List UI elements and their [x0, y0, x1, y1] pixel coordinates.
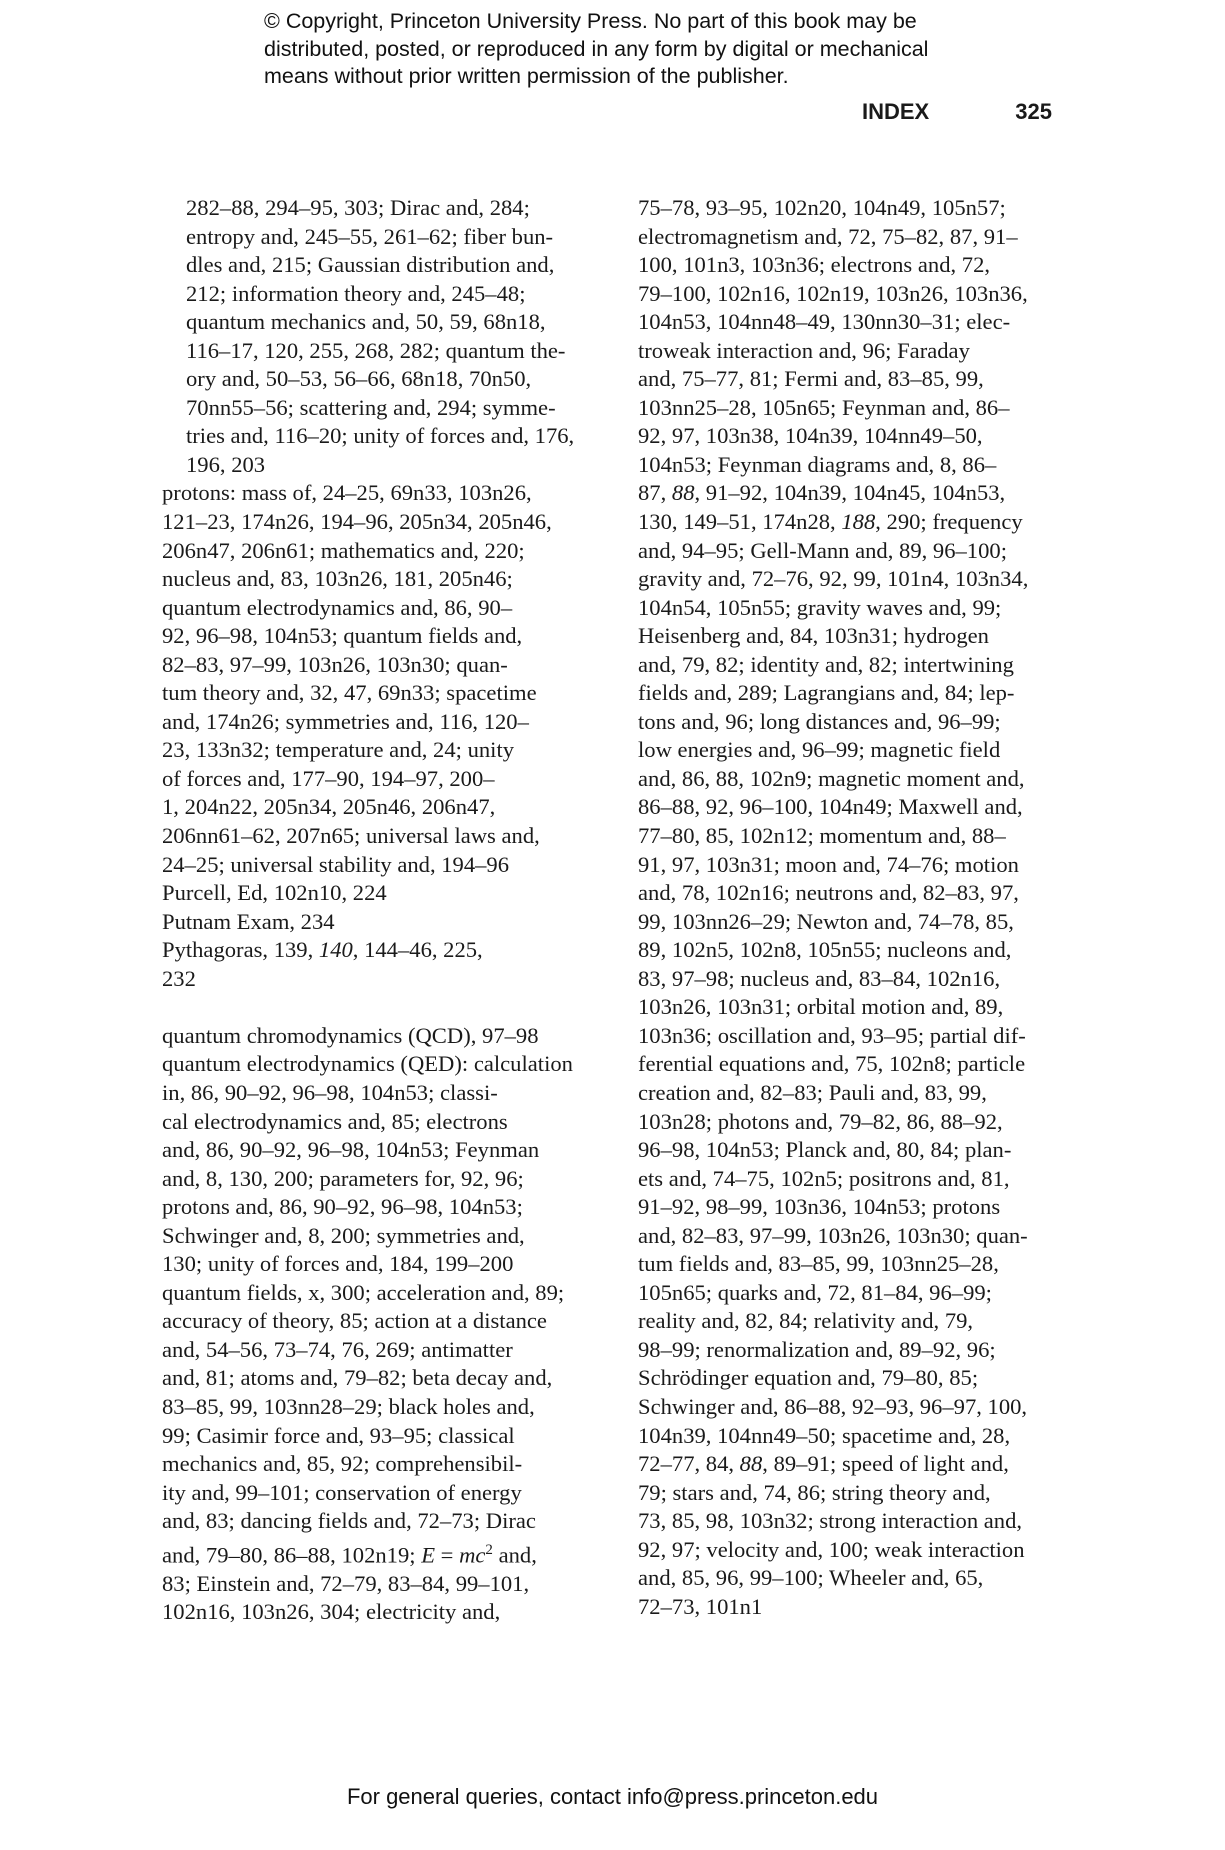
index-line: and, 86, 88, 102n9; magnetic moment and,: [638, 765, 1025, 791]
index-line: 87, 88, 91–92, 104n39, 104n45, 104n53,: [638, 480, 1006, 506]
index-line: ferential equations and, 75, 102n8; particle: [638, 1051, 1026, 1077]
index-line: 92, 97; velocity and, 100; weak interaction: [638, 1536, 1025, 1562]
index-line: 104n39, 104nn49–50; spacetime and, 28,: [638, 1422, 1011, 1448]
index-entry: [162, 936, 592, 993]
copyright-line: means without prior written permission of the publisher.: [264, 64, 789, 88]
letter-gap: [162, 993, 592, 1022]
index-line: 212; information theory and, 245–48;: [186, 280, 526, 306]
index-line: 79; stars and, 74, 86; string theory and,: [638, 1479, 991, 1505]
index-line: 89, 102n5, 102n8, 105n55; nucleons and,: [638, 937, 1012, 963]
index-line: 103nn25–28, 105n65; Feynman and, 86–: [638, 394, 1010, 420]
index-line: in, 86, 90–92, 96–98, 104n53; classi-: [162, 1079, 498, 1105]
index-line: 103n36; oscillation and, 93–95; partial dif-: [638, 1022, 1026, 1048]
index-line: 70nn55–56; scattering and, 294; symme-: [186, 394, 556, 420]
index-line: 83–85, 99, 103nn28–29; black holes and,: [162, 1393, 535, 1419]
index-line: and, 79–80, 86–88, 102n19; $E = mc^2$ and,: [162, 1541, 537, 1568]
index-line: Pythagoras, 139, 140, 144–46, 225,: [162, 937, 483, 963]
index-line: quantum electrodynamics (QED): calculation: [162, 1051, 573, 1077]
index-line: 130; unity of forces and, 184, 199–200: [162, 1251, 514, 1277]
index-line: quantum chromodynamics (QCD), 97–98: [162, 1022, 539, 1048]
index-line: 83; Einstein and, 72–79, 83–84, 99–101,: [162, 1570, 530, 1596]
index-line: 75–78, 93–95, 102n20, 104n49, 105n57;: [638, 195, 1006, 220]
index-line: 282–88, 294–95, 303; Dirac and, 284;: [186, 195, 530, 220]
index-line: Heisenberg and, 84, 103n31; hydrogen: [638, 623, 989, 649]
index-line: and, 174n26; symmetries and, 116, 120–: [162, 708, 529, 734]
index-line: 206nn61–62, 207n65; universal laws and,: [162, 823, 540, 849]
index-column-right: [638, 194, 1048, 1621]
index-line: reality and, 82, 84; relativity and, 79,: [638, 1308, 974, 1334]
index-entry: [162, 1279, 592, 1627]
index-line: tum theory and, 32, 47, 69n33; spacetime: [162, 680, 537, 706]
index-line: 98–99; renormalization and, 89–92, 96;: [638, 1336, 996, 1362]
copyright-notice: [264, 8, 1024, 91]
index-column-left: [162, 194, 592, 1627]
copyright-line: © Copyright, Princeton University Press. No part of this book may be: [264, 9, 917, 33]
index-line: 72–77, 84, 88, 89–91; speed of light and,: [638, 1451, 1009, 1477]
index-line: 91–92, 98–99, 103n36, 104n53; protons: [638, 1194, 1001, 1220]
index-line: 104n53, 104nn48–49, 130nn30–31; elec-: [638, 309, 1011, 335]
index-line: gravity and, 72–76, 92, 99, 101n4, 103n34,: [638, 566, 1029, 592]
index-line: ets and, 74–75, 102n5; positrons and, 81,: [638, 1165, 1010, 1191]
index-line: nucleus and, 83, 103n26, 181, 205n46;: [162, 566, 513, 592]
index-line: cal electrodynamics and, 85; electrons: [162, 1108, 508, 1134]
index-line: tum fields and, 83–85, 99, 103nn25–28,: [638, 1251, 999, 1277]
index-line: 104n54, 105n55; gravity waves and, 99;: [638, 594, 1002, 620]
index-line: 99; Casimir force and, 93–95; classical: [162, 1422, 515, 1448]
index-line: 23, 133n32; temperature and, 24; unity: [162, 737, 515, 763]
index-line: 232: [162, 965, 196, 991]
index-line: 24–25; universal stability and, 194–96: [162, 851, 510, 877]
index-line: and, 54–56, 73–74, 76, 269; antimatter: [162, 1336, 513, 1362]
index-line: low energies and, 96–99; magnetic field: [638, 737, 1001, 763]
index-line: and, 78, 102n16; neutrons and, 82–83, 97,: [638, 880, 1019, 906]
index-line: 82–83, 97–99, 103n26, 103n30; quan-: [162, 651, 508, 677]
index-line: 92, 97, 103n38, 104n39, 104nn49–50,: [638, 423, 983, 449]
index-line: ory and, 50–53, 56–66, 68n18, 70n50,: [186, 366, 532, 392]
index-line: and, 83; dancing fields and, 72–73; Dirac: [162, 1508, 536, 1534]
index-entry: [162, 479, 592, 879]
index-line: tons and, 96; long distances and, 96–99;: [638, 708, 1001, 734]
index-line: 196, 203: [186, 451, 266, 477]
index-line: 92, 96–98, 104n53; quantum fields and,: [162, 623, 523, 649]
index-entry: [162, 194, 592, 479]
index-line: 116–17, 120, 255, 268, 282; quantum the-: [186, 337, 566, 363]
index-line: and, 8, 130, 200; parameters for, 92, 96;: [162, 1165, 524, 1191]
index-line: 130, 149–51, 174n28, 188, 290; frequency: [638, 509, 1023, 535]
index-line: and, 79, 82; identity and, 82; intertwining: [638, 651, 1014, 677]
index-line: accuracy of theory, 85; action at a distance: [162, 1308, 547, 1334]
index-line: creation and, 82–83; Pauli and, 83, 99,: [638, 1079, 987, 1105]
index-line: 86–88, 92, 96–100, 104n49; Maxwell and,: [638, 794, 1023, 820]
index-line: protons and, 86, 90–92, 96–98, 104n53;: [162, 1194, 523, 1220]
index-line: protons: mass of, 24–25, 69n33, 103n26,: [162, 480, 532, 506]
index-line: 72–73, 101n1: [638, 1593, 763, 1619]
index-line: Schrödinger equation and, 79–80, 85;: [638, 1365, 979, 1391]
index-line: 206n47, 206n61; mathematics and, 220;: [162, 537, 525, 563]
index-line: 96–98, 104n53; Planck and, 80, 84; plan-: [638, 1137, 1012, 1163]
index-line: quantum fields, x, 300; acceleration and, 89;: [162, 1279, 565, 1305]
index-line: 121–23, 174n26, 194–96, 205n34, 205n46,: [162, 509, 552, 535]
index-line: 104n53; Feynman diagrams and, 8, 86–: [638, 451, 997, 477]
index-line: and, 85, 96, 99–100; Wheeler and, 65,: [638, 1565, 984, 1591]
index-line: and, 82–83, 97–99, 103n26, 103n30; quan-: [638, 1222, 1028, 1248]
index-line: electromagnetism and, 72, 75–82, 87, 91–: [638, 223, 1018, 249]
index-entry: [162, 1022, 592, 1051]
index-line: tries and, 116–20; unity of forces and, 176,: [186, 423, 575, 449]
index-line: 100, 101n3, 103n36; electrons and, 72,: [638, 252, 991, 278]
footer-contact: For general queries, contact info@press.princeton.edu: [346, 1784, 879, 1809]
index-line: troweak interaction and, 96; Faraday: [638, 337, 970, 363]
index-line: entropy and, 245–55, 261–62; fiber bun-: [186, 223, 554, 249]
index-line: 102n16, 103n26, 304; electricity and,: [162, 1599, 501, 1625]
index-line: Putnam Exam, 234: [162, 908, 335, 934]
index-line: 103n26, 103n31; orbital motion and, 89,: [638, 994, 1004, 1020]
index-line: of forces and, 177–90, 194–97, 200–: [162, 765, 495, 791]
index-entry: [162, 879, 592, 908]
index-line: 83, 97–98; nucleus and, 83–84, 102n16,: [638, 965, 1001, 991]
index-line: Schwinger and, 8, 200; symmetries and,: [162, 1222, 525, 1248]
index-line: dles and, 215; Gaussian distribution and,: [186, 252, 555, 278]
index-line: 105n65; quarks and, 72, 81–84, 96–99;: [638, 1279, 992, 1305]
index-line: 79–100, 102n16, 102n19, 103n26, 103n36,: [638, 280, 1028, 306]
page-number: 325: [1015, 99, 1052, 124]
index-line: Schwinger and, 86–88, 92–93, 96–97, 100,: [638, 1393, 1028, 1419]
index-line: Purcell, Ed, 102n10, 224: [162, 880, 387, 906]
index-line: 91, 97, 103n31; moon and, 74–76; motion: [638, 851, 1019, 877]
index-entry: [162, 1050, 592, 1278]
index-line: 99, 103nn26–29; Newton and, 74–78, 85,: [638, 908, 1014, 934]
index-line: quantum electrodynamics and, 86, 90–: [162, 594, 513, 620]
index-line: and, 81; atoms and, 79–82; beta decay and,: [162, 1365, 553, 1391]
index-line: 77–80, 85, 102n12; momentum and, 88–: [638, 823, 1006, 849]
index-line: ity and, 99–101; conservation of energy: [162, 1479, 522, 1505]
index-line: quantum mechanics and, 50, 59, 68n18,: [186, 309, 546, 335]
index-line: 73, 85, 98, 103n32; strong interaction and,: [638, 1508, 1023, 1534]
index-line: and, 86, 90–92, 96–98, 104n53; Feynman: [162, 1137, 540, 1163]
index-line: mechanics and, 85, 92; comprehensibil-: [162, 1451, 523, 1477]
index-line: fields and, 289; Lagrangians and, 84; lep-: [638, 680, 1015, 706]
index-line: and, 75–77, 81; Fermi and, 83–85, 99,: [638, 366, 984, 392]
index-line: and, 94–95; Gell-Mann and, 89, 96–100;: [638, 537, 1007, 563]
index-entry: [162, 908, 592, 937]
index-line: 103n28; photons and, 79–82, 86, 88–92,: [638, 1108, 1003, 1134]
copyright-line: distributed, posted, or reproduced in any form by digital or mechanical: [264, 36, 929, 61]
section-title: INDEX: [862, 99, 930, 124]
running-head: [862, 99, 1052, 125]
index-line: 1, 204n22, 205n34, 205n46, 206n47,: [162, 794, 496, 820]
